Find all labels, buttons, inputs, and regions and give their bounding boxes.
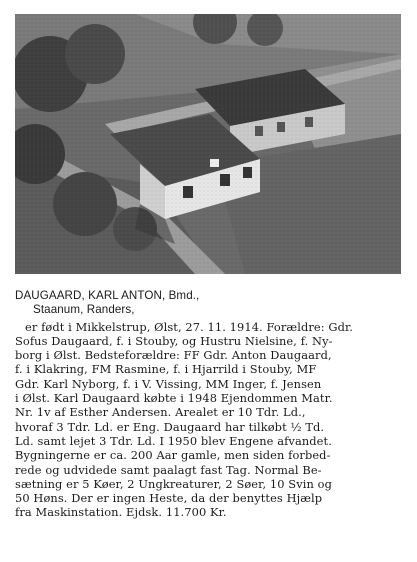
entry-name: DAUGAARD, KARL ANTON, Bmd., — [15, 289, 200, 302]
body-line: borg i Ølst. Bedsteforældre: FF Gdr. Anton Daugaard, — [15, 348, 332, 363]
entry-body — [15, 320, 401, 520]
body-line: Gdr. Karl Nyborg, f. i V. Vissing, MM Inger, f. Jensen — [15, 376, 322, 391]
body-line: sætning er 5 Køer, 2 Ungkreaturer, 2 Søer, 10 Svin og — [15, 476, 332, 491]
body-line: Sofus Daugaard, f. i Stouby, og Hustru Nielsine, f. Ny- — [15, 333, 333, 348]
entry-place: Staanum, Randers, — [33, 303, 135, 317]
body-line: f. i Klakring, FM Rasmine, f. i Hjarrild i Stouby, MF — [15, 362, 317, 377]
body-line: 50 Høns. Der er ingen Heste, da der benyttes Hjælp — [15, 491, 323, 506]
body-line: Ld. samt lejet 3 Tdr. Ld. I 1950 blev Engene afvandet. — [15, 433, 332, 448]
body-line: i Ølst. Karl Daugaard købte i 1948 Ejendommen Matr. — [15, 391, 333, 406]
biography-entry — [15, 289, 401, 520]
farm-photo-illustration — [15, 14, 401, 274]
body-line: er født i Mikkelstrup, Ølst, 27. 11. 1914. Forældre: Gdr. — [25, 319, 353, 334]
body-line: Bygningerne er ca. 200 Aar gamle, men siden forbed- — [15, 448, 331, 463]
farm-aerial-photo — [15, 14, 401, 274]
body-line: hvoraf 3 Tdr. Ld. er Eng. Daugaard har tilkøbt ½ Td. — [15, 419, 325, 434]
body-line: fra Maskinstation. Ejdsk. 11.700 Kr. — [15, 505, 227, 520]
body-line: Nr. 1v af Esther Andersen. Arealet er 10 Tdr. Ld., — [15, 405, 306, 420]
body-line: rede og udvidede samt paalagt fast Tag. Normal Be- — [15, 462, 322, 477]
